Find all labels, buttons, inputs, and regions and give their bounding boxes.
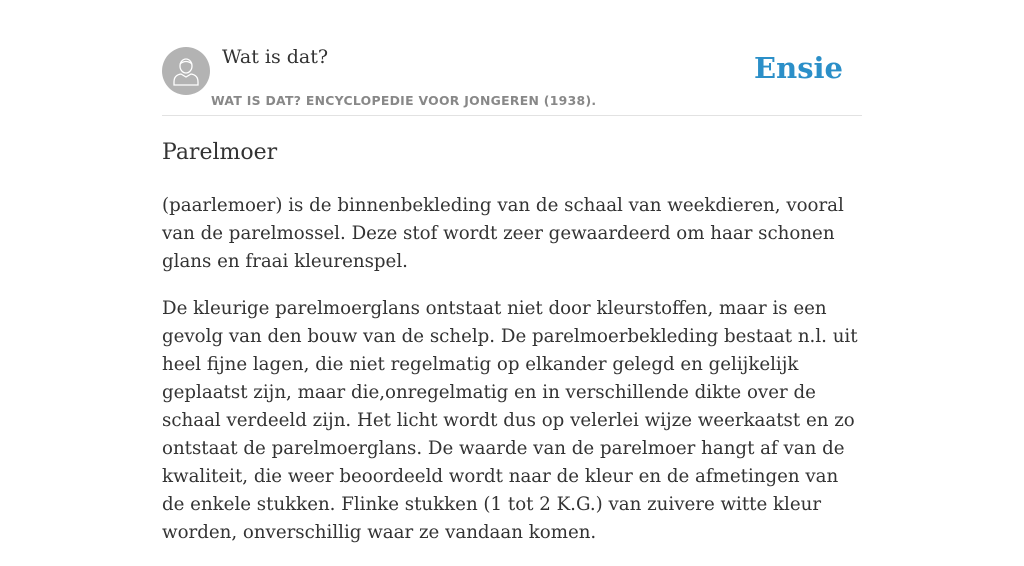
source-header [162,0,862,116]
user-icon [162,47,210,95]
entry-paragraph: (paarlemoer) is de binnenbekleding van de schaal van weekdieren, vooral van de parelmossel. Deze stof wordt zeer gewaardeerd om haar schonen glans en fraai kleurenspel. [162,195,844,272]
source-title[interactable]: Wat is dat? [222,46,329,68]
entry-paragraph: De kleurige parelmoerglans ontstaat niet door kleurstoffen, maar is een gevolg van den bouw van de schelp. De parelmoerbekleding bestaat n.l. uit heel fijne lagen, die niet regelmatig op elkander gelegd en gelijkelijk geplaatst zijn, maar die,onregelmatig en in verschillende dikte over de schaal verdeeld zijn. Het licht wordt dus op velerlei wijze weerkaatst en zo ontstaat de parelmoerglans. De waarde van de parelmoer hangt af van de kwaliteit, die weer beoordeeld wordt naar de kleur en de afmetingen van de enkele stukken. Flinke stukken (1 tot 2 K.G.) van zuivere witte kleur worden, onverschillig waar ze vandaan komen. [162,298,858,543]
ensie-logo-link[interactable]: Ensie [754,51,843,85]
source-subtitle: WAT IS DAT? ENCYCLOPEDIE VOOR JONGEREN (1938). [211,93,597,108]
entry-title: Parelmoer [162,140,278,165]
entry-body [162,192,862,566]
page-container [162,0,862,543]
avatar[interactable] [162,47,210,95]
